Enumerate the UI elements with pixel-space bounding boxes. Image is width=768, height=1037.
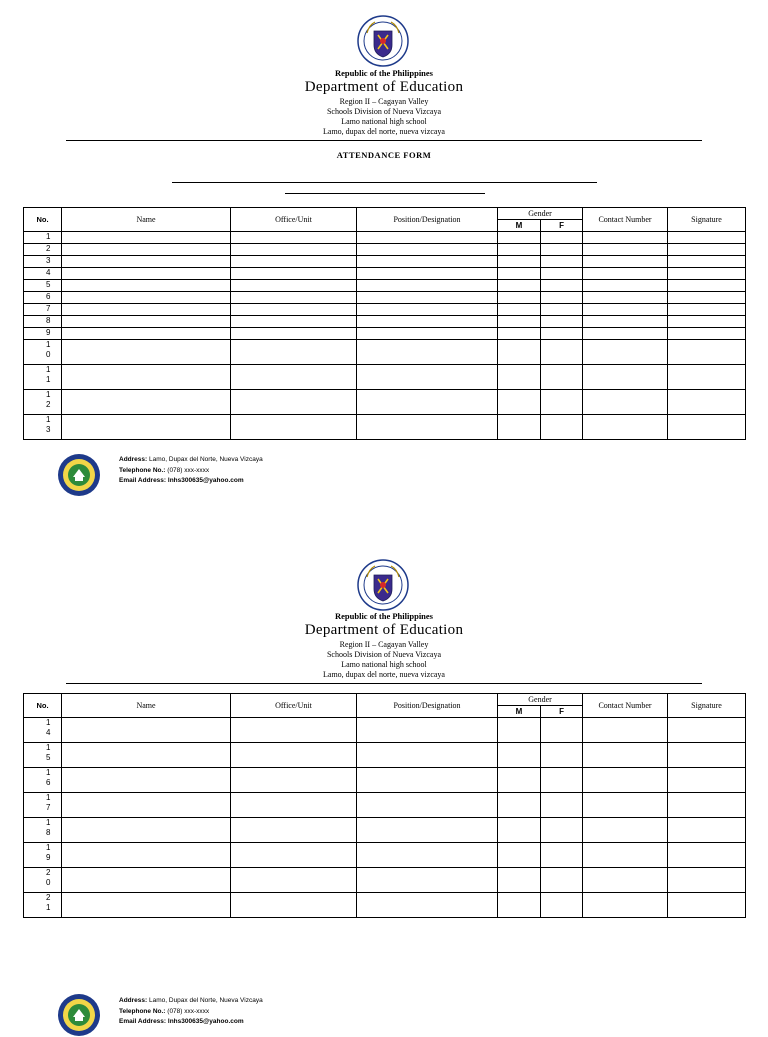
name-cell[interactable] — [62, 292, 231, 304]
header-divider — [66, 140, 702, 141]
telephone-label: Telephone No.: — [119, 466, 166, 474]
name-cell[interactable] — [62, 304, 231, 316]
republic-text: Republic of the Philippines — [334, 611, 433, 621]
signature-cell[interactable] — [668, 415, 746, 440]
contact-cell[interactable] — [583, 893, 668, 918]
position-cell[interactable] — [357, 893, 498, 918]
col-signature: Signature — [668, 694, 746, 718]
table-row — [24, 868, 746, 893]
table-row — [24, 316, 746, 328]
position-cell[interactable] — [357, 256, 498, 268]
signature-cell[interactable] — [668, 868, 746, 893]
female-cell[interactable] — [541, 818, 583, 843]
address-value: Lamo, Dupax del Norte, Nueva Vizcaya — [149, 997, 263, 1004]
position-cell[interactable] — [357, 292, 498, 304]
row-number: 1 — [24, 232, 62, 244]
signature-cell[interactable] — [668, 818, 746, 843]
row-number: 1 3 — [24, 415, 62, 440]
table-row — [24, 340, 746, 365]
table-row — [24, 718, 746, 743]
name-cell[interactable] — [62, 818, 231, 843]
table-row — [24, 280, 746, 292]
male-cell[interactable] — [498, 316, 541, 328]
name-cell[interactable] — [62, 316, 231, 328]
female-cell[interactable] — [541, 268, 583, 280]
school-text: Lamo national high school — [341, 660, 427, 669]
office-cell[interactable] — [231, 768, 357, 793]
signature-cell[interactable] — [668, 743, 746, 768]
office-cell[interactable] — [231, 304, 357, 316]
male-cell[interactable] — [498, 328, 541, 340]
col-female: F — [541, 220, 583, 232]
contact-cell[interactable] — [583, 244, 668, 256]
table-row — [24, 390, 746, 415]
row-number: 2 — [24, 244, 62, 256]
table-row — [24, 232, 746, 244]
office-cell[interactable] — [231, 328, 357, 340]
email-label: Email Address: — [119, 477, 167, 484]
table-row — [24, 328, 746, 340]
row-number: 2 0 — [24, 868, 62, 893]
name-cell[interactable] — [62, 340, 231, 365]
female-cell[interactable] — [541, 328, 583, 340]
male-cell[interactable] — [498, 768, 541, 793]
col-contact: Contact Number — [583, 208, 668, 232]
attendance-table-1 — [23, 207, 746, 440]
position-cell[interactable] — [357, 415, 498, 440]
signature-cell[interactable] — [668, 793, 746, 818]
male-cell[interactable] — [498, 743, 541, 768]
female-cell[interactable] — [541, 244, 583, 256]
position-cell[interactable] — [357, 390, 498, 415]
female-cell[interactable] — [541, 304, 583, 316]
region-text: Region II – Cagayan Valley — [339, 640, 429, 649]
office-cell[interactable] — [231, 893, 357, 918]
female-cell[interactable] — [541, 843, 583, 868]
male-cell[interactable] — [498, 365, 541, 390]
male-cell[interactable] — [498, 280, 541, 292]
name-cell[interactable] — [62, 365, 231, 390]
table-row — [24, 818, 746, 843]
name-cell[interactable] — [62, 793, 231, 818]
row-number: 1 0 — [24, 340, 62, 365]
row-number: 8 — [24, 316, 62, 328]
male-cell[interactable] — [498, 818, 541, 843]
office-cell[interactable] — [231, 232, 357, 244]
department-title: Department of Education — [304, 622, 464, 638]
male-cell[interactable] — [498, 268, 541, 280]
name-cell[interactable] — [62, 244, 231, 256]
title-blank-line-1 — [172, 182, 597, 183]
division-text: Schools Division of Nueva Vizcaya — [326, 107, 441, 116]
col-name: Name — [62, 694, 231, 718]
row-number: 2 1 — [24, 893, 62, 918]
office-cell[interactable] — [231, 340, 357, 365]
male-cell[interactable] — [498, 304, 541, 316]
row-number: 3 — [24, 256, 62, 268]
name-cell[interactable] — [62, 743, 231, 768]
col-office: Office/Unit — [231, 208, 357, 232]
address-label: Address: — [119, 456, 148, 463]
female-cell[interactable] — [541, 232, 583, 244]
female-cell[interactable] — [541, 280, 583, 292]
office-cell[interactable] — [231, 843, 357, 868]
col-gender: Gender — [498, 694, 583, 706]
name-cell[interactable] — [62, 232, 231, 244]
contact-cell[interactable] — [583, 232, 668, 244]
deped-seal-icon — [357, 559, 409, 611]
school-logo-icon — [57, 453, 101, 497]
name-cell[interactable] — [62, 280, 231, 292]
col-position: Position/Designation — [357, 208, 498, 232]
name-cell[interactable] — [62, 415, 231, 440]
female-cell[interactable] — [541, 365, 583, 390]
row-number: 6 — [24, 292, 62, 304]
contact-cell[interactable] — [583, 328, 668, 340]
table-row — [24, 843, 746, 868]
location-text: Lamo, dupax del norte, nueva vizcaya — [323, 670, 445, 679]
telephone-label: Telephone No.: — [119, 1007, 166, 1015]
col-office: Office/Unit — [231, 694, 357, 718]
name-cell[interactable] — [62, 256, 231, 268]
contact-cell[interactable] — [583, 365, 668, 390]
contact-cell[interactable] — [583, 818, 668, 843]
position-cell[interactable] — [357, 244, 498, 256]
contact-cell[interactable] — [583, 843, 668, 868]
email-label: Email Address: — [119, 1018, 167, 1025]
header-divider — [66, 683, 702, 684]
email-value[interactable]: lnhs300635@yahoo.com — [167, 477, 244, 484]
signature-cell[interactable] — [668, 316, 746, 328]
position-cell[interactable] — [357, 868, 498, 893]
male-cell[interactable] — [498, 256, 541, 268]
male-cell[interactable] — [498, 232, 541, 244]
table-row — [24, 256, 746, 268]
department-title: Department of Education — [304, 79, 464, 95]
col-position: Position/Designation — [357, 694, 498, 718]
male-cell[interactable] — [498, 415, 541, 440]
male-cell[interactable] — [498, 390, 541, 415]
signature-cell[interactable] — [668, 328, 746, 340]
office-cell[interactable] — [231, 718, 357, 743]
address-label: Address: — [119, 997, 148, 1004]
division-text: Schools Division of Nueva Vizcaya — [326, 650, 441, 659]
female-cell[interactable] — [541, 292, 583, 304]
location-text: Lamo, dupax del norte, nueva vizcaya — [323, 127, 445, 136]
name-cell[interactable] — [62, 843, 231, 868]
row-number: 1 5 — [24, 743, 62, 768]
contact-cell[interactable] — [583, 415, 668, 440]
row-number: 1 9 — [24, 843, 62, 868]
office-cell[interactable] — [231, 244, 357, 256]
contact-cell[interactable] — [583, 256, 668, 268]
male-cell[interactable] — [498, 340, 541, 365]
row-number: 1 7 — [24, 793, 62, 818]
contact-cell[interactable] — [583, 718, 668, 743]
office-cell[interactable] — [231, 415, 357, 440]
position-cell[interactable] — [357, 843, 498, 868]
contact-cell[interactable] — [583, 768, 668, 793]
col-no: No. — [24, 694, 62, 718]
male-cell[interactable] — [498, 843, 541, 868]
male-cell[interactable] — [498, 868, 541, 893]
position-cell[interactable] — [357, 232, 498, 244]
footer-info-2 — [119, 996, 263, 1028]
address-value: Lamo, Dupax del Norte, Nueva Vizcaya — [149, 456, 263, 463]
male-cell[interactable] — [498, 893, 541, 918]
col-signature: Signature — [668, 208, 746, 232]
position-cell[interactable] — [357, 280, 498, 292]
telephone-value: (078) xxx-xxxx — [167, 466, 210, 474]
table-row — [24, 304, 746, 316]
row-number: 1 6 — [24, 768, 62, 793]
position-cell[interactable] — [357, 328, 498, 340]
contact-cell[interactable] — [583, 292, 668, 304]
position-cell[interactable] — [357, 316, 498, 328]
office-cell[interactable] — [231, 256, 357, 268]
col-no: No. — [24, 208, 62, 232]
office-cell[interactable] — [231, 818, 357, 843]
office-cell[interactable] — [231, 793, 357, 818]
signature-cell[interactable] — [668, 768, 746, 793]
position-cell[interactable] — [357, 743, 498, 768]
table-row — [24, 743, 746, 768]
title-blank-line-2 — [285, 193, 485, 194]
col-male: M — [498, 220, 541, 232]
signature-cell[interactable] — [668, 256, 746, 268]
table-row — [24, 268, 746, 280]
position-cell[interactable] — [357, 718, 498, 743]
position-cell[interactable] — [357, 365, 498, 390]
name-cell[interactable] — [62, 718, 231, 743]
school-text: Lamo national high school — [341, 117, 427, 126]
row-number: 4 — [24, 268, 62, 280]
female-cell[interactable] — [541, 415, 583, 440]
table-row — [24, 292, 746, 304]
female-cell[interactable] — [541, 793, 583, 818]
name-cell[interactable] — [62, 328, 231, 340]
table-row — [24, 768, 746, 793]
name-cell[interactable] — [62, 268, 231, 280]
female-cell[interactable] — [541, 316, 583, 328]
female-cell[interactable] — [541, 868, 583, 893]
office-cell[interactable] — [231, 292, 357, 304]
office-cell[interactable] — [231, 316, 357, 328]
female-cell[interactable] — [541, 768, 583, 793]
row-number: 1 1 — [24, 365, 62, 390]
female-cell[interactable] — [541, 743, 583, 768]
table-row — [24, 415, 746, 440]
school-logo-icon — [57, 993, 101, 1037]
col-female: F — [541, 706, 583, 718]
row-number: 1 8 — [24, 818, 62, 843]
contact-cell[interactable] — [583, 868, 668, 893]
name-cell[interactable] — [62, 768, 231, 793]
row-number: 7 — [24, 304, 62, 316]
position-cell[interactable] — [357, 818, 498, 843]
contact-cell[interactable] — [583, 793, 668, 818]
table-row — [24, 244, 746, 256]
female-cell[interactable] — [541, 390, 583, 415]
female-cell[interactable] — [541, 718, 583, 743]
col-contact: Contact Number — [583, 694, 668, 718]
signature-cell[interactable] — [668, 365, 746, 390]
office-cell[interactable] — [231, 743, 357, 768]
signature-cell[interactable] — [668, 232, 746, 244]
signature-cell[interactable] — [668, 340, 746, 365]
row-number: 1 4 — [24, 718, 62, 743]
female-cell[interactable] — [541, 256, 583, 268]
contact-cell[interactable] — [583, 743, 668, 768]
signature-cell[interactable] — [668, 718, 746, 743]
office-cell[interactable] — [231, 390, 357, 415]
col-name: Name — [62, 208, 231, 232]
office-cell[interactable] — [231, 268, 357, 280]
row-number: 1 2 — [24, 390, 62, 415]
name-cell[interactable] — [62, 390, 231, 415]
row-number: 5 — [24, 280, 62, 292]
signature-cell[interactable] — [668, 268, 746, 280]
region-text: Region II – Cagayan Valley — [339, 97, 429, 106]
table-row — [24, 365, 746, 390]
form-title: ATTENDANCE FORM — [336, 150, 432, 160]
deped-seal-icon — [357, 15, 409, 67]
signature-cell[interactable] — [668, 390, 746, 415]
republic-text: Republic of the Philippines — [334, 68, 433, 78]
table-row — [24, 793, 746, 818]
contact-cell[interactable] — [583, 316, 668, 328]
col-gender: Gender — [498, 208, 583, 220]
email-value[interactable]: lnhs300635@yahoo.com — [167, 1018, 244, 1025]
contact-cell[interactable] — [583, 280, 668, 292]
male-cell[interactable] — [498, 244, 541, 256]
contact-cell[interactable] — [583, 268, 668, 280]
row-number: 9 — [24, 328, 62, 340]
attendance-table-2 — [23, 693, 746, 918]
signature-cell[interactable] — [668, 843, 746, 868]
female-cell[interactable] — [541, 340, 583, 365]
position-cell[interactable] — [357, 768, 498, 793]
female-cell[interactable] — [541, 893, 583, 918]
office-cell[interactable] — [231, 868, 357, 893]
signature-cell[interactable] — [668, 280, 746, 292]
male-cell[interactable] — [498, 793, 541, 818]
signature-cell[interactable] — [668, 304, 746, 316]
col-male: M — [498, 706, 541, 718]
position-cell[interactable] — [357, 793, 498, 818]
signature-cell[interactable] — [668, 244, 746, 256]
position-cell[interactable] — [357, 268, 498, 280]
contact-cell[interactable] — [583, 390, 668, 415]
position-cell[interactable] — [357, 304, 498, 316]
signature-cell[interactable] — [668, 893, 746, 918]
office-cell[interactable] — [231, 280, 357, 292]
contact-cell[interactable] — [583, 304, 668, 316]
name-cell[interactable] — [62, 893, 231, 918]
male-cell[interactable] — [498, 292, 541, 304]
position-cell[interactable] — [357, 340, 498, 365]
male-cell[interactable] — [498, 718, 541, 743]
contact-cell[interactable] — [583, 340, 668, 365]
signature-cell[interactable] — [668, 292, 746, 304]
name-cell[interactable] — [62, 868, 231, 893]
office-cell[interactable] — [231, 365, 357, 390]
telephone-value: (078) xxx-xxxx — [167, 1007, 210, 1015]
footer-info-1 — [119, 455, 263, 487]
table-row — [24, 893, 746, 918]
